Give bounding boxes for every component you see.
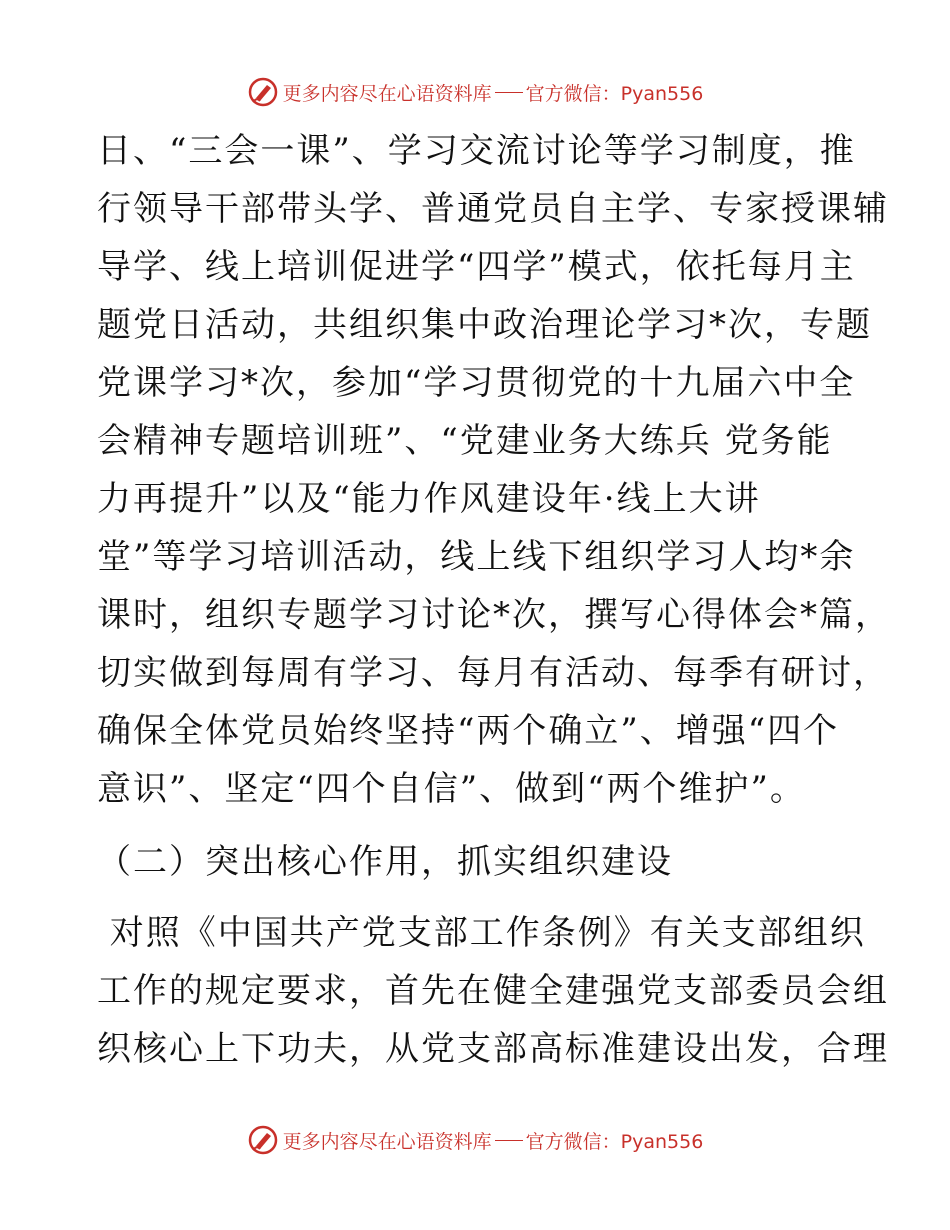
watermark-text: 更多内容尽在心语资料库 (282, 82, 492, 105)
text-line: 切实做到每周有学习、每月有活动、每季有研讨， (97, 653, 889, 693)
text-line: 工作的规定要求，首先在健全建强党支部委员会组 (97, 971, 889, 1011)
header-watermark (0, 72, 950, 112)
text-line: 会精神专题培训班”、“党建业务大练兵 党务能 (97, 421, 833, 461)
text-line: 意识”、坚定“四个自信”、做到“两个维护”。 (97, 769, 806, 809)
text-line: 确保全体党员始终坚持“两个确立”、增强“四个 (97, 711, 840, 751)
footer-watermark (0, 1120, 950, 1160)
pen-seal-icon (247, 1124, 279, 1156)
section-heading: （二）突出核心作用，抓实组织建设 (97, 842, 673, 882)
text-line: 行领导干部带头学、普通党员自主学、专家授课辅 (97, 189, 889, 229)
watermark-divider (495, 1140, 523, 1141)
document-body (97, 122, 891, 1078)
text-line: 题党日活动，共组织集中政治理论学习*次，专题 (97, 305, 872, 345)
text-line: 党课学习*次，参加“学习贯彻党的十九届六中全 (97, 363, 856, 403)
watermark-divider (495, 92, 523, 93)
text-line: 对照《中国共产党支部工作条例》有关支部组织 (97, 913, 866, 953)
watermark-text: 更多内容尽在心语资料库 (282, 1130, 492, 1153)
paragraph-study (97, 122, 891, 818)
text-line: 织核心上下功夫，从党支部高标准建设出发，合理 (97, 1029, 889, 1069)
text-line: 日、“三会一课”、学习交流讨论等学习制度，推 (97, 131, 856, 171)
text-line: 力再提升”以及“能力作风建设年·线上大讲 (97, 479, 761, 519)
text-line: 堂”等学习培训活动，线上线下组织学习人均*余 (97, 537, 856, 577)
watermark-contact: 官方微信：Pyan556 (525, 1130, 704, 1153)
paragraph-organization (97, 904, 889, 1078)
pen-seal-icon (247, 76, 279, 108)
text-line: 导学、线上培训促进学“四学”模式，依托每月主 (97, 247, 856, 287)
text-line: 课时，组织专题学习讨论*次，撰写心得体会*篇， (97, 595, 891, 635)
watermark-contact: 官方微信：Pyan556 (525, 82, 704, 105)
